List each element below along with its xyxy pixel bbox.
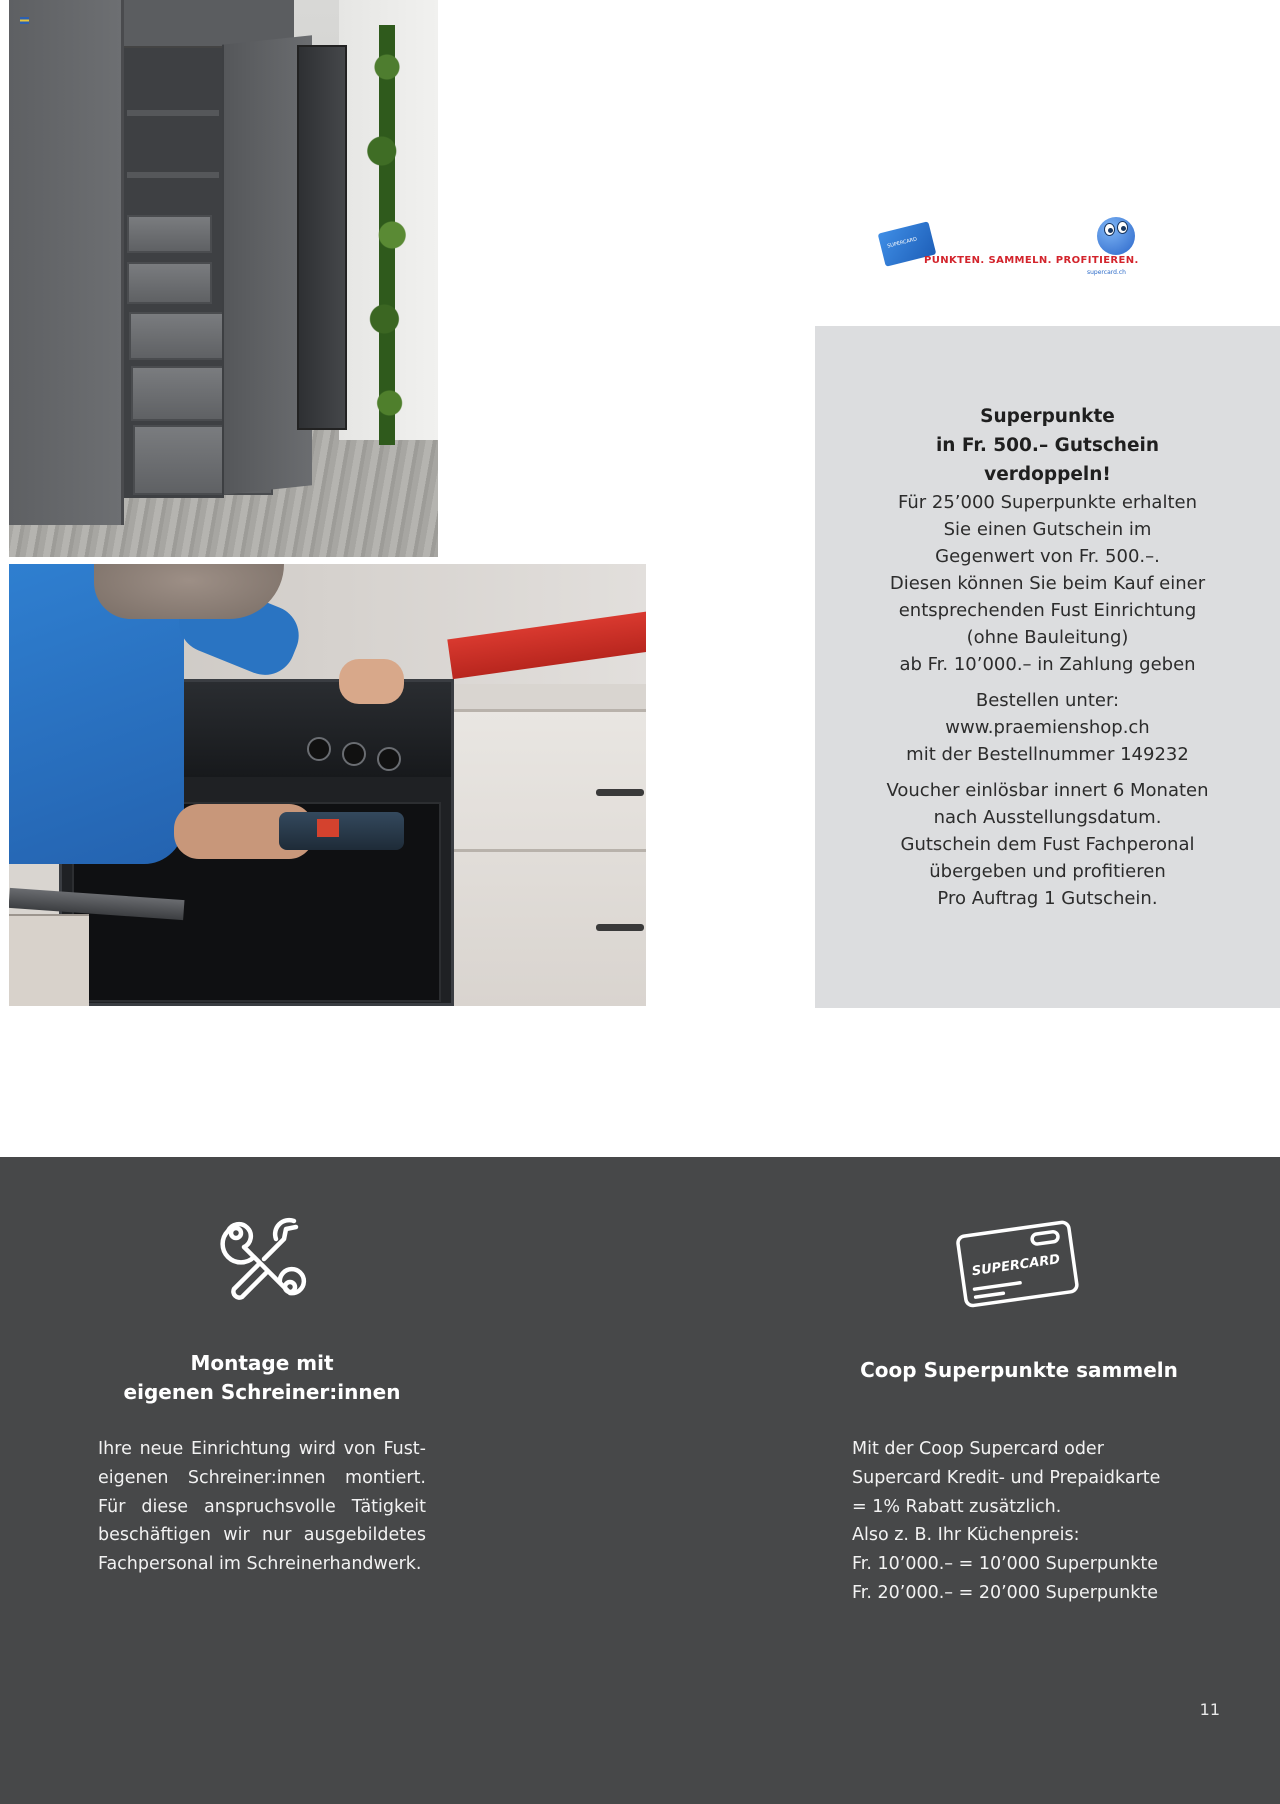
text-line: Pro Auftrag 1 Gutschein. xyxy=(937,888,1158,909)
supercard-icon-label: SUPERCARD xyxy=(971,1252,1062,1280)
installation-photo xyxy=(9,564,646,1006)
text-line: (ohne Bauleitung) xyxy=(966,627,1129,648)
mascot-icon xyxy=(1097,217,1135,255)
cabinet-shelf xyxy=(127,172,219,178)
superpunkte-body xyxy=(852,1435,1192,1608)
drill xyxy=(279,812,404,850)
cabinet-shelf xyxy=(127,110,219,116)
kitchen-cabinet xyxy=(9,914,89,1006)
title-line: eigenen Schreiner:innen xyxy=(123,1380,401,1404)
text-line: Gegenwert von Fr. 500.–. xyxy=(935,546,1160,567)
heading-line: Superpunkte xyxy=(980,406,1115,427)
text-line: übergeben und profitieren xyxy=(929,861,1166,882)
text-line: Bestellen unter: xyxy=(975,690,1120,711)
flag-icon xyxy=(20,17,29,24)
text-line: mit der Bestellnummer 149232 xyxy=(906,744,1189,765)
wrench-icon xyxy=(212,1209,312,1309)
logo-url: supercard.ch xyxy=(1087,269,1126,276)
supercard-logo xyxy=(875,215,1150,280)
text-line: Fr. 10’000.– = 10’000 Superpunkte xyxy=(852,1554,1158,1575)
text-line: Gutschein dem Fust Fachperonal xyxy=(900,834,1195,855)
superpunkte-title: Coop Superpunkte sammeln xyxy=(860,1358,1178,1382)
inner-drawer xyxy=(127,262,212,304)
text-line: entsprechenden Fust Einrichtung xyxy=(898,600,1197,621)
drill-badge xyxy=(317,819,339,837)
voucher-description xyxy=(815,489,1280,678)
cabinet-photo xyxy=(9,0,438,557)
features-band xyxy=(0,1157,1280,1804)
text-line: Fr. 20’000.– = 20’000 Superpunkte xyxy=(852,1582,1158,1603)
page-number: 11 xyxy=(1199,1700,1220,1719)
logo-slogan: PUNKTEN. SAMMELN. PROFITIEREN. xyxy=(924,255,1139,266)
heading-line: verdoppeln! xyxy=(984,464,1111,485)
montage-body: Ihre neue Einrichtung wird von Fust-eigenen Schreiner:innen montiert. Für diese anspruchsvolle Tätigkeit beschäftigen wir nur ausgebildetes Fachpersonal im Schreinerhandwerk. xyxy=(98,1439,426,1575)
cabinet-side-panel xyxy=(9,0,124,525)
worker-head xyxy=(94,564,284,619)
voucher-info-box xyxy=(815,326,1280,1008)
montage-title xyxy=(98,1349,426,1407)
inner-drawer xyxy=(127,215,212,253)
text-line: nach Ausstellungsdatum. xyxy=(933,807,1162,828)
text-line: Sie einen Gutschein im xyxy=(943,519,1152,540)
text-line: Also z. B. Ihr Küchenpreis: xyxy=(852,1525,1080,1546)
text-line: ab Fr. 10’000.– in Zahlung geben xyxy=(899,654,1196,675)
text-line: Voucher einlösbar innert 6 Monaten xyxy=(886,780,1209,801)
glass-cabinet xyxy=(297,45,347,430)
worker-hand xyxy=(339,659,404,704)
vertical-garden xyxy=(361,25,413,445)
supercard-icon xyxy=(955,1213,1080,1308)
text-line: Mit der Coop Supercard oder xyxy=(852,1439,1104,1459)
order-url: www.praemienshop.ch xyxy=(945,717,1150,738)
text-line: Diesen können Sie beim Kauf einer xyxy=(889,573,1206,594)
text-line: Für 25’000 Superpunkte erhalten xyxy=(898,492,1197,513)
text-line: Supercard Kredit- und Prepaidkarte xyxy=(852,1467,1161,1488)
voucher-heading xyxy=(815,402,1280,489)
heading-line: in Fr. 500.– Gutschein xyxy=(935,435,1160,456)
voucher-terms xyxy=(815,777,1280,912)
card-label: SUPERCARD xyxy=(886,236,918,250)
title-line: Montage mit xyxy=(190,1351,334,1375)
text-line: = 1% Rabatt zusätzlich. xyxy=(852,1496,1062,1517)
order-info xyxy=(815,687,1280,768)
kitchen-cabinet xyxy=(446,709,646,1006)
